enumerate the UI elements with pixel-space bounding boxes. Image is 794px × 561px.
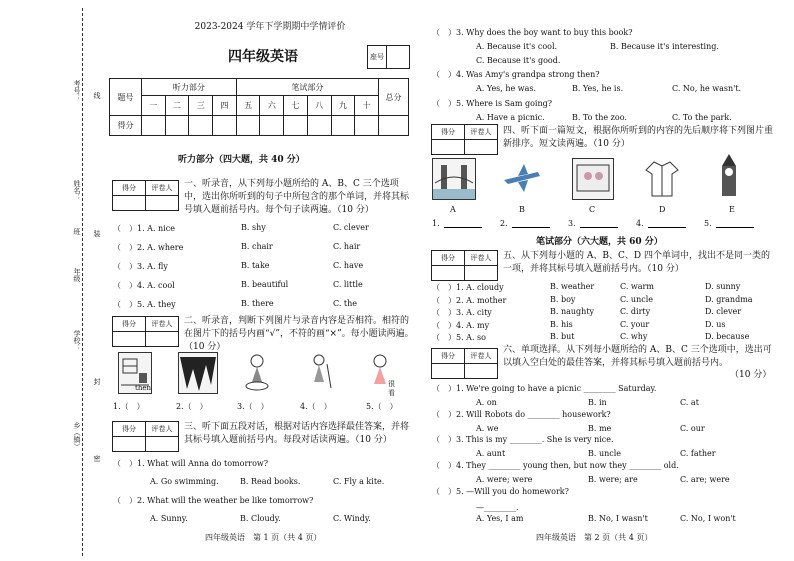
s1-item-b: B. beautiful xyxy=(241,280,289,289)
binding-label: 封 xyxy=(93,378,101,385)
s4-picture-letter: B xyxy=(519,205,525,214)
score-table-number: 九 xyxy=(331,96,355,116)
score-table-write: 笔试部分 xyxy=(236,79,378,96)
s2-answer-label[interactable]: 2.（ ） xyxy=(176,402,208,411)
s3-option-b: B. Because it's interesting. xyxy=(610,42,719,51)
binding-label: 姓名： xyxy=(73,180,81,201)
s4-blank-number: 4. xyxy=(636,219,644,228)
s6-q5-answer-line: —________. xyxy=(476,503,519,512)
seat-input[interactable] xyxy=(387,46,410,69)
score-box: 得分 评卷人 xyxy=(112,421,179,452)
s6-option-b: B. No, I wasn't xyxy=(588,514,648,523)
section-5-instructions: 五、从下列每小题的 A、B、C、D 四个单词中，找出不是同一类的一项，并将其标号填入题前括号内。（10 分） xyxy=(503,251,770,274)
section-6-instructions: 六、单项选择。从下列每小题所给的 A、B、C 三个选项中，选出可以填入空白处的最佳答案，并将其标号填入题前括号内。 xyxy=(503,345,772,368)
s4-blank-number: 2. xyxy=(500,219,508,228)
section-3-instructions: 三、听下面五段对话，根据对话内容选择最佳答案，并将其标号填入题前括号内。每段对话读两遍。（10 分） xyxy=(184,422,410,445)
s1-item-b: B. shy xyxy=(241,223,266,232)
s1-item-a: （ ）5. A. they xyxy=(113,300,176,309)
score-table-total-cell[interactable] xyxy=(378,116,408,136)
s3-question: （ ）1. What will Anna do tomorrow? xyxy=(113,459,269,468)
picture-1-hat-shelf: then xyxy=(118,352,152,394)
s3-option-b: B. To the zoo. xyxy=(572,113,627,122)
s6-option-c: C. father xyxy=(680,449,716,458)
s1-item-c: C. clever xyxy=(333,223,369,232)
s6-question: （ ）4. They ________ young then, but now they ________ old. xyxy=(432,461,679,470)
s4-order-blank[interactable] xyxy=(704,219,754,228)
s5-item-b: B. his xyxy=(550,319,573,329)
score-box: 得分 评卷人 xyxy=(112,180,179,211)
binding-label: 乡（镇） xyxy=(73,422,81,450)
binding-line xyxy=(82,8,83,556)
listening-section-title: 听力部分（四大题，共 40 分） xyxy=(178,155,305,165)
s4-picture-letter: D xyxy=(659,205,666,214)
s5-item-c: C. why xyxy=(620,332,648,341)
s3-option-a: A. Sunny. xyxy=(150,514,188,523)
footer-page-1: 四年级英语 第 1 页（共 4 页） xyxy=(205,533,322,542)
s6-option-c: C. are; were xyxy=(680,475,730,484)
picture-c-photo xyxy=(572,158,614,200)
s3-option-b: B. Read books. xyxy=(240,477,301,486)
seat-number-box xyxy=(367,45,410,69)
s5-item-c: C. warm xyxy=(620,282,654,291)
s1-item-b: B. take xyxy=(241,261,270,270)
s3-question: （ ）2. What will the weather be like tomorrow? xyxy=(113,496,314,505)
s1-item-b: B. there xyxy=(241,299,274,308)
s5-item-b: B. naughty xyxy=(550,307,595,316)
s4-blank-number: 3. xyxy=(568,219,576,228)
s5-item-b: B. but xyxy=(550,332,575,341)
s3-option-c: C. To the park. xyxy=(672,113,732,122)
score-box: 得分 评卷人 xyxy=(431,124,498,155)
score-table-score-cell[interactable] xyxy=(355,116,379,136)
s4-order-blank[interactable] xyxy=(500,219,550,228)
picture-3-girl-washing xyxy=(240,352,274,392)
s5-item-d: D. us xyxy=(705,319,726,329)
score-table-total: 总分 xyxy=(378,79,408,116)
score-table-score-cell[interactable] xyxy=(165,116,189,136)
s5-item-a: （ ）1. A. cloudy xyxy=(432,283,504,292)
s4-blank-line[interactable] xyxy=(512,219,550,228)
score-table-number: 三 xyxy=(189,96,213,116)
s1-item-b: B. chair xyxy=(241,242,273,251)
s6-option-b: B. in xyxy=(588,398,607,407)
s5-item-d: D. grandma xyxy=(705,294,753,304)
s6-option-b: B. me xyxy=(588,424,612,433)
picture-d-shirt xyxy=(644,158,680,198)
score-table-number: 七 xyxy=(284,96,308,116)
s3-option-c: C. Because it's good. xyxy=(476,56,561,65)
score-table-score-cell[interactable] xyxy=(213,116,237,136)
score-table-score-cell[interactable] xyxy=(189,116,213,136)
s1-item-c: C. the xyxy=(333,299,358,308)
s2-answer-label[interactable]: 3.（ ） xyxy=(237,402,269,411)
s6-option-a: A. aunt xyxy=(476,449,506,458)
score-table-number: 十 xyxy=(355,96,379,116)
score-table-score-cell[interactable] xyxy=(331,116,355,136)
s3-option-c: C. No, he wasn't. xyxy=(672,84,742,93)
s5-item-a: （ ）3. A. city xyxy=(432,308,492,317)
score-table-score-cell[interactable] xyxy=(260,116,284,136)
s4-blank-line[interactable] xyxy=(580,219,618,228)
picture-2-mountains xyxy=(178,352,218,394)
score-table xyxy=(109,78,409,136)
binding-label: 学校： xyxy=(73,330,81,351)
s1-item-a: （ ）2. A. where xyxy=(113,243,184,252)
seat-label: 座号 xyxy=(368,46,387,69)
s6-option-b: B. were; are xyxy=(588,475,638,484)
s6-question: （ ）2. Will Robots do ________ housework? xyxy=(432,410,611,419)
s6-option-c: C. at xyxy=(680,398,699,407)
s3-option-c: C. Fly a kite. xyxy=(333,477,385,486)
s6-question: （ ）3. This is my ________. She is very nice. xyxy=(432,435,614,444)
section-1-instructions: 一、听录音，从下列每小题所给的 A、B、C 三个选项中，选出你所听到的句子中所包含的那个单词，并将其标号填入题前括号内。每个句子读两遍。（10 分） xyxy=(184,179,410,215)
s5-item-b: B. boy xyxy=(550,294,576,304)
s3-question: （ ）4. Was Amy's grandpa strong then? xyxy=(432,70,600,79)
s6-option-a: A. we xyxy=(476,424,499,433)
s1-item-a: （ ）3. A. fly xyxy=(113,262,168,271)
s3-option-c: C. Windy. xyxy=(333,514,371,523)
score-box: 得分 评卷人 xyxy=(431,250,498,281)
score-box: 得分 评卷人 xyxy=(112,316,179,347)
picture-a-bridge xyxy=(432,158,476,200)
s2-answer-label[interactable]: 4.（ ） xyxy=(300,402,332,411)
s4-order-blank[interactable] xyxy=(636,219,686,228)
picture-4-girl-sweeping xyxy=(305,352,339,392)
score-table-number: 六 xyxy=(260,96,284,116)
s6-option-a: A. on xyxy=(476,398,497,407)
picture-e-clock-tower xyxy=(712,154,746,198)
s3-option-a: A. Have a picnic. xyxy=(476,113,545,122)
s4-order-blank[interactable] xyxy=(432,219,482,228)
section-6-points: （10 分） xyxy=(730,370,772,380)
score-box: 得分 评卷人 xyxy=(431,348,498,379)
binding-label: 密 xyxy=(93,455,101,462)
s1-item-a: （ ）4. A. cool xyxy=(113,281,175,290)
s4-picture-letter: C xyxy=(589,205,596,214)
s5-item-c: C. your xyxy=(620,319,650,329)
section-2-instructions: 二、听录音，判断下列图片与录音内容是否相符。相符的在图片下的括号内画“√”，不符的画“×”。每小题读两遍。（10 分） xyxy=(184,316,414,352)
score-table-tihao: 题号 xyxy=(110,79,142,116)
s3-option-a: A. Because it's cool. xyxy=(476,42,558,51)
binding-label: 装 xyxy=(93,230,101,237)
s1-item-c: C. have xyxy=(333,261,364,270)
s4-blank-number: 5. xyxy=(704,219,712,228)
binding-label: 年级 xyxy=(73,268,81,282)
s4-blank-line[interactable] xyxy=(648,219,686,228)
score-table-number: 一 xyxy=(141,96,165,116)
s5-item-d: D. clever xyxy=(705,307,742,316)
s3-option-b: B. Cloudy. xyxy=(240,514,281,523)
s4-blank-line[interactable] xyxy=(444,219,482,228)
written-section-title: 笔试部分（六大题，共 60 分） xyxy=(536,237,663,247)
s1-item-c: C. little xyxy=(333,280,363,289)
s4-picture-letter: A xyxy=(450,205,456,214)
s5-item-c: C. uncle xyxy=(620,294,653,304)
score-table-number: 八 xyxy=(307,96,331,116)
binding-label: 班 xyxy=(73,228,81,235)
s4-blank-line[interactable] xyxy=(716,219,754,228)
exam-subject-title: 四年级英语 xyxy=(228,49,298,65)
exam-year-title: 2023-2024 学年下学期期中学情评价 xyxy=(194,22,346,32)
s2-answer-label[interactable]: 1.（ ） xyxy=(113,402,145,411)
score-table-number: 四 xyxy=(213,96,237,116)
s4-order-blank[interactable] xyxy=(568,219,618,228)
s3-option-a: A. Yes, he was. xyxy=(476,84,537,93)
s6-option-a: A. were; were xyxy=(476,475,533,484)
s5-item-a: （ ）4. A. my xyxy=(432,320,490,330)
s5-item-d: D. because xyxy=(705,332,750,341)
s6-question: （ ）5. —Will you do homework? xyxy=(432,487,569,496)
section-4-instructions: 四、听下面一篇短文，根据你所听到的内容的先后顺序将下列图片重新排序。短文读两遍。（10 分） xyxy=(503,126,774,149)
binding-label: 考号： xyxy=(73,80,81,101)
score-table-score-cell[interactable] xyxy=(141,116,165,136)
s5-item-b: B. weather xyxy=(550,282,595,291)
score-table-listen: 听力部分 xyxy=(141,79,236,96)
s5-item-d: D. sunny xyxy=(705,282,741,291)
score-table-score-cell[interactable] xyxy=(307,116,331,136)
picture-5-girl-book: 很看 xyxy=(366,352,400,392)
s3-option-b: B. Yes, he is. xyxy=(572,84,624,93)
binding-label: 线 xyxy=(93,92,101,99)
score-table-number: 二 xyxy=(165,96,189,116)
s6-option-c: C. our xyxy=(680,424,705,433)
s6-option-c: C. No, I won't xyxy=(680,514,736,523)
picture-b-plane xyxy=(502,158,542,198)
s1-item-c: C. hair xyxy=(333,242,361,251)
s3-question: （ ）3. Why does the boy want to buy this book? xyxy=(432,28,633,37)
score-table-score-cell[interactable] xyxy=(236,116,260,136)
s4-picture-letter: E xyxy=(729,205,735,214)
score-table-number: 五 xyxy=(236,96,260,116)
s3-question: （ ）5. Where is Sam going? xyxy=(432,99,553,108)
s2-answer-label[interactable]: 5.（ ） xyxy=(366,402,398,411)
s6-question: （ ）1. We're going to have a picnic ________ Saturday. xyxy=(432,384,657,393)
score-table-row-score: 得分 xyxy=(110,116,142,136)
s6-option-b: B. uncle xyxy=(588,449,622,458)
s3-option-a: A. Go swimming. xyxy=(150,477,219,486)
s1-item-a: （ ）1. A. nice xyxy=(113,224,175,233)
s5-item-a: （ ）2. A. mother xyxy=(432,295,507,305)
score-table-score-cell[interactable] xyxy=(284,116,308,136)
s4-blank-number: 1. xyxy=(432,219,440,228)
s5-item-a: （ ）5. A. so xyxy=(432,333,486,342)
s5-item-c: C. dirty xyxy=(620,307,651,316)
footer-page-2: 四年级英语 第 2 页（共 4 页） xyxy=(536,533,653,542)
s6-option-a: A. Yes, I am xyxy=(476,514,524,523)
